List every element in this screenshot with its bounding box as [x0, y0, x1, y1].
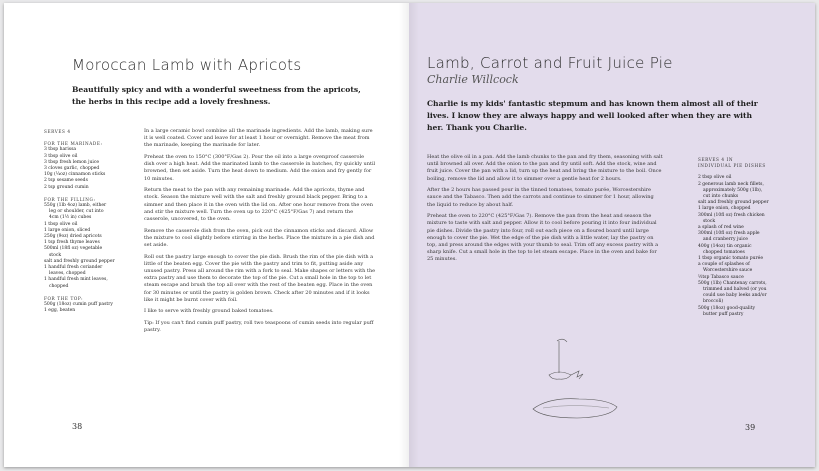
ingredient-line: 500ml (18fl oz) vegetable: [44, 246, 103, 252]
ingredient-line: 3 cloves garlic, chopped: [44, 166, 100, 172]
page-number-left: 38: [72, 422, 83, 431]
ingredient-line: 4cm (1½ in) cubes: [49, 215, 92, 221]
ingredient-line: Worcestershire sauce: [703, 268, 753, 274]
right-recipe-title: Lamb, Carrot and Fruit Juice Pie: [427, 54, 673, 72]
ingredient-line: broccoli): [703, 299, 724, 305]
method-paragraph: Preheat the oven to 150°C (300°F/Gas 2). Pour the oil into a large ovenproof casserole dish over a high heat. Add the marinated lamb to the casserole in batches, fry quickly until browned, then set aside. Turn the heat down to medium. Add the onion and fry gently for 10 minutes.: [144, 154, 376, 182]
ingredient-line: butter puff pastry: [703, 311, 744, 317]
ingredient-line: 2 tsp ground cumin: [44, 184, 89, 190]
ingredient-line: 2 tsp sesame seeds: [44, 178, 88, 184]
method-paragraph: I like to serve with freshly ground baked tomatoes.: [144, 308, 274, 315]
left-recipe-title: Moroccan Lamb with Apricots: [72, 56, 302, 74]
ingredient-line: 2 generous lamb neck fillets,: [698, 181, 764, 187]
ingredient-line: 550g (1lb 4oz) lamb, either: [44, 203, 107, 209]
ingredient-line: 2 tbsp olive oil: [698, 175, 732, 181]
ingredient-line: 1 handful fresh coriander: [44, 265, 103, 271]
ingredient-line: 500g (18oz) good-quality: [698, 305, 756, 311]
ingredient-line: 250g (9oz) dried apricots: [44, 234, 102, 240]
method-paragraph: Remove the casserole dish from the oven, pick out the cinnamon sticks and discard. Allow the mixture to cool slightly before stirring in the herbs. Place the mixture in a pie dish and set aside.: [144, 227, 375, 249]
method-tip: Tip: If you can't find cumin puff pastry, roll two teaspoons of cumin seeds into regular puff pastry.: [144, 320, 374, 334]
right-ingredients: [698, 157, 798, 318]
left-recipe-intro: Beautifully spicy and with a wonderful sweetness from the apricots, the herbs in this recipe add a lovely freshness.: [72, 85, 361, 106]
page-number-right: 39: [745, 423, 756, 432]
ingredient-line: 1 tbsp organic tomato purée: [698, 256, 763, 262]
ingredient-line: 1 tbsp olive oil: [44, 221, 78, 227]
ingredient-line: 1 tsp fresh thyme leaves: [44, 240, 100, 246]
serves-label: SERVES 4 IN: [698, 157, 734, 162]
ingredient-line: 1 large onion, sliced: [44, 227, 91, 233]
ingredient-line: 1 large onion, chopped: [698, 206, 751, 212]
marinade-heading: FOR THE MARINADE:: [44, 141, 103, 147]
left-method: [144, 128, 376, 339]
ingredient-line: 300ml (10fl oz) fresh chicken: [698, 212, 765, 218]
ingredient-line: 500g (1lb) Chantenay carrots,: [698, 280, 767, 286]
ingredient-line: trimmed and halved (or you: [703, 287, 767, 293]
method-paragraph: Heat the olive oil in a pan. Add the lamb chunks to the pan and fry them, seasoning with salt until browned all over. Add the onion to the pan and fry until soft. Add the stock, wine and fruit juice. Cover the pan with a lid, turn up the heat and bring the mixture to the boil. Once boiling, remove the lid and allow it to simmer over a gentle heat for 2 hours.: [427, 154, 663, 182]
ingredient-line: approximately 500g (1lb),: [703, 187, 763, 193]
method-paragraph: In a large ceramic bowl combine all the marinade ingredients. Add the lamb, making sure it is well coated. Cover and leave for at least 1 hour or overnight. Remove the meat from the marinade, keeping the marinade for later.: [144, 128, 373, 149]
method-paragraph: Roll out the pastry large enough to cover the pie dish. Brush the rim of the pie dish with a little of the beaten egg. Cover the pie with the pastry and trim to fit, putting aside any unused pastry. Press all around the rim with a fork to seal. Make shapes or letters with the extra pastry and use them to decorate the top of the pie. Cut a small hole in the top to let steam escape and brush the top all over with the rest of the beaten egg. Place in the oven for 30 minutes or until the pastry is golden brown. Check after 20 minutes and if it looks like it might be burnt cover with foil.: [144, 253, 376, 303]
method-paragraph: After the 2 hours has passed pour in the tinned tomatoes, tomato purée, Worcestershire sauce and the Tabasco. Then add the carrots and continue to simmer for 1 hour, allowing the liquid to reduce by about half.: [427, 187, 654, 208]
right-page: [409, 3, 815, 467]
ingredient-line: cut into chunks: [703, 194, 739, 200]
ingredient-line: 500g (18oz) cumin puff pastry: [44, 302, 113, 308]
ingredient-line: chopped: [49, 283, 69, 289]
ingredient-line: and cranberry juice: [703, 237, 748, 243]
ingredient-line: stock: [703, 218, 716, 224]
recipe-author: Charlie Willcock: [427, 73, 519, 86]
ingredient-line: salt and freshly ground pepper: [698, 200, 769, 206]
ingredient-line: 3 tbsp olive oil: [44, 153, 78, 159]
ingredient-line: salt and freshly ground pepper: [44, 258, 115, 264]
ingredient-line: a splash of red wine: [698, 225, 744, 231]
serves-label-detail: INDIVIDUAL PIE DISHES: [698, 163, 766, 169]
left-ingredients: [44, 129, 140, 314]
pie-sketch-illustration: [519, 333, 629, 428]
book-gutter-shadow: [399, 3, 419, 467]
ingredient-line: stock: [49, 252, 62, 258]
ingredient-line: leaves, chopped: [49, 271, 86, 277]
ingredient-line: could use baby leeks and/or: [703, 293, 767, 299]
ingredient-line: chopped tomatoes: [703, 249, 745, 255]
method-paragraph: Return the meat to the pan with any remaining marinade. Add the apricots, thyme and stock. Season the mixture well with the salt and freshly ground black pepper. Bring to a simmer and then place it in the oven with the lid on. After one hour remove from the oven and stir the mixture well. Turn the oven up to 220°C (425°F/Gas 7) and return the casserole, uncovered, to the oven.: [144, 187, 373, 223]
ingredient-line: 400g (14oz) tin organic: [698, 243, 752, 249]
ingredient-line: ½tsp Tabasco sauce: [698, 274, 744, 280]
right-recipe-intro: Charlie is my kids' fantastic stepmum and has known them almost all of their lives. I know they are always happy and well looked after when they are with her. Thank you Charlie.: [427, 99, 758, 132]
filling-heading: FOR THE FILLING:: [44, 196, 96, 202]
ingredient-line: leg or shoulder, cut into: [49, 209, 104, 215]
right-method: [427, 154, 663, 268]
ingredient-line: 3 tbsp harissa: [44, 147, 77, 153]
method-paragraph: Preheat the oven to 220°C (425°F/Gas 7). Remove the pan from the heat and season the mixture to taste with salt and pepper. Allow it to cool before pouring it into four individual pie dishes. Divide the pastry into four, roll out each piece on a floured board until large enough to cover the pie. Wet the edge of the pie dish with a little water, lay the pastry on top, and press around the edges with your thumb to seal. Trim off any excess pastry with a sharp knife. Cut a small hole in the top to let steam escape. Place in the oven and bake for 25 minutes.: [427, 213, 659, 263]
serves-label: SERVES 4: [44, 129, 71, 134]
ingredient-line: 300ml (10fl oz) fresh apple: [698, 231, 760, 237]
left-page: [4, 3, 409, 467]
book-spread: [4, 3, 815, 467]
ingredient-line: 3 tbsp fresh lemon juice: [44, 159, 100, 165]
ingredient-line: 10g (¼oz) cinnamon sticks: [44, 172, 106, 178]
ingredient-line: a couple of splashes of: [698, 262, 750, 268]
ingredient-line: 1 egg, beaten: [44, 308, 76, 314]
ingredient-line: 1 handful fresh mint leaves,: [44, 277, 108, 283]
top-heading: FOR THE TOP:: [44, 295, 84, 301]
